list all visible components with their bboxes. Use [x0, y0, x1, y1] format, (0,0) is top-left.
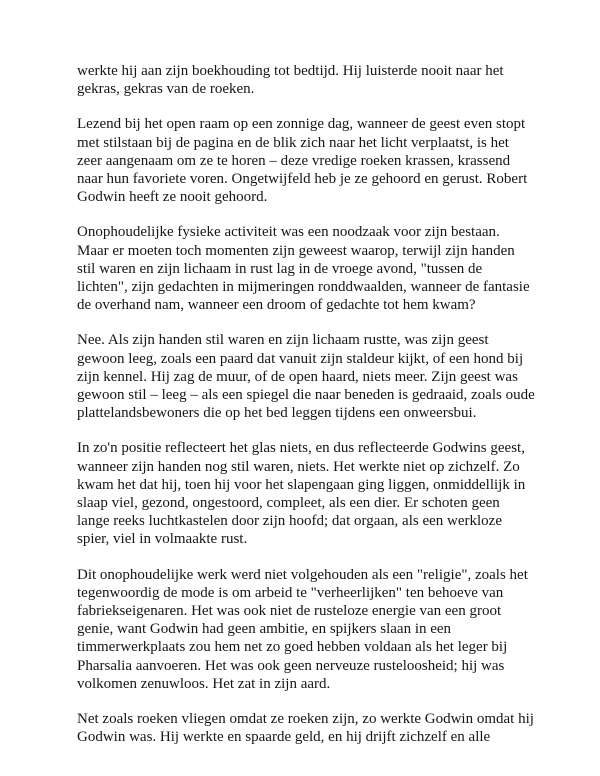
document-page [77, 62, 537, 747]
text-line: gewoon leeg, zoals een paard dat vanuit zijn staldeur kijkt, of een hond bij [77, 350, 524, 367]
paragraph [77, 710, 537, 746]
text-line: lichten", zijn gedachten in mijmeringen ronddwaalden, wanneer de fantasie [77, 279, 530, 296]
text-line: fabriekseigenaren. Het was ook niet de rusteloze energie van een groot [77, 603, 502, 620]
text-line: werkte hij aan zijn boekhouding tot bedtijd. Hij luisterde nooit naar het [77, 63, 504, 79]
text-line: Onophoudelijke fysieke activiteit was een noodzaak voor zijn bestaan. [77, 224, 500, 241]
text-line: slaap viel, gezond, ongestoord, compleet, als een dier. Er schoten geen [77, 495, 500, 512]
text-line: volkomen zenuwloos. Het zat in zijn aard. [77, 675, 331, 692]
paragraph [77, 331, 537, 422]
text-line: lange reeks luchtkastelen door zijn hoofd; dat orgaan, als een werkloze [77, 513, 502, 530]
text-line: met stilstaan bij de pagina en de blik zich naar het licht verplaatst, is het [77, 134, 509, 151]
paragraph [77, 62, 537, 98]
text-line: gewoon stil – leeg – als een spiegel die naar beneden is gedraaid, zoals oude [77, 387, 535, 404]
text-line: wanneer zijn handen nog stil waren, niets. Het werkte niet op zichzelf. Zo [77, 458, 520, 475]
text-line: zeer aangenaam om ze te horen – deze vredige roeken krassen, krassend [77, 152, 511, 169]
text-line: naar hun favoriete voren. Ongetwijfeld heb je ze gehoord en gerust. Robert [77, 171, 528, 188]
text-line: Nee. Als zijn handen stil waren en zijn lichaam rustte, was zijn geest [77, 332, 489, 349]
paragraph [77, 566, 537, 693]
text-line: Net zoals roeken vliegen omdat ze roeken zijn, zo werkte Godwin omdat hij [77, 711, 534, 728]
text-line: gekras, gekras van de roeken. [77, 81, 255, 98]
text-line: kwam het dat hij, toen hij voor het slapengaan ging liggen, onmiddellijk in [77, 476, 526, 493]
text-line: genie, want Godwin had geen ambitie, en spijkers slaan in een [77, 621, 452, 638]
text-line: Godwin was. Hij werkte en spaarde geld, en hij drijft zichzelf en alle [77, 729, 491, 746]
text-line: plattelandsbewoners die op het bed leggen tijdens een onweersbui. [77, 405, 477, 422]
text-line: Godwin heeft ze nooit gehoord. [77, 189, 268, 206]
text-line: zijn kennel. Hij zag de muur, of de open haard, niets meer. Zijn geest was [77, 368, 518, 385]
paragraph [77, 439, 537, 548]
text-line: timmerwerkplaats zou hem net zo goed hebben voldaan als het leger bij [77, 639, 508, 656]
paragraph [77, 223, 537, 314]
text-line: Maar er moeten toch momenten zijn geweest waarop, terwijl zijn handen [77, 242, 515, 259]
text-line: In zo'n positie reflecteert het glas niets, en dus reflecteerde Godwins geest, [77, 440, 525, 457]
text-line: de overhand nam, wanneer een droom of gedachte tot hem kwam? [77, 297, 476, 314]
text-line: spier, viel in volmaakte rust. [77, 531, 248, 548]
text-line: Dit onophoudelijke werk werd niet volgehouden als een "religie", zoals het [77, 566, 528, 583]
text-line: stil waren en zijn lichaam in rust lag in de vroege avond, "tussen de [77, 260, 483, 277]
text-line: tegenwoordig de mode is om arbeid te "verheerlijken" ten behoeve van [77, 584, 504, 601]
text-line: Pharsalia aanvoeren. Het was ook geen nerveuze rusteloosheid; hij was [77, 657, 505, 674]
text-line: Lezend bij het open raam op een zonnige dag, wanneer de geest even stopt [77, 116, 526, 133]
paragraph [77, 115, 537, 206]
